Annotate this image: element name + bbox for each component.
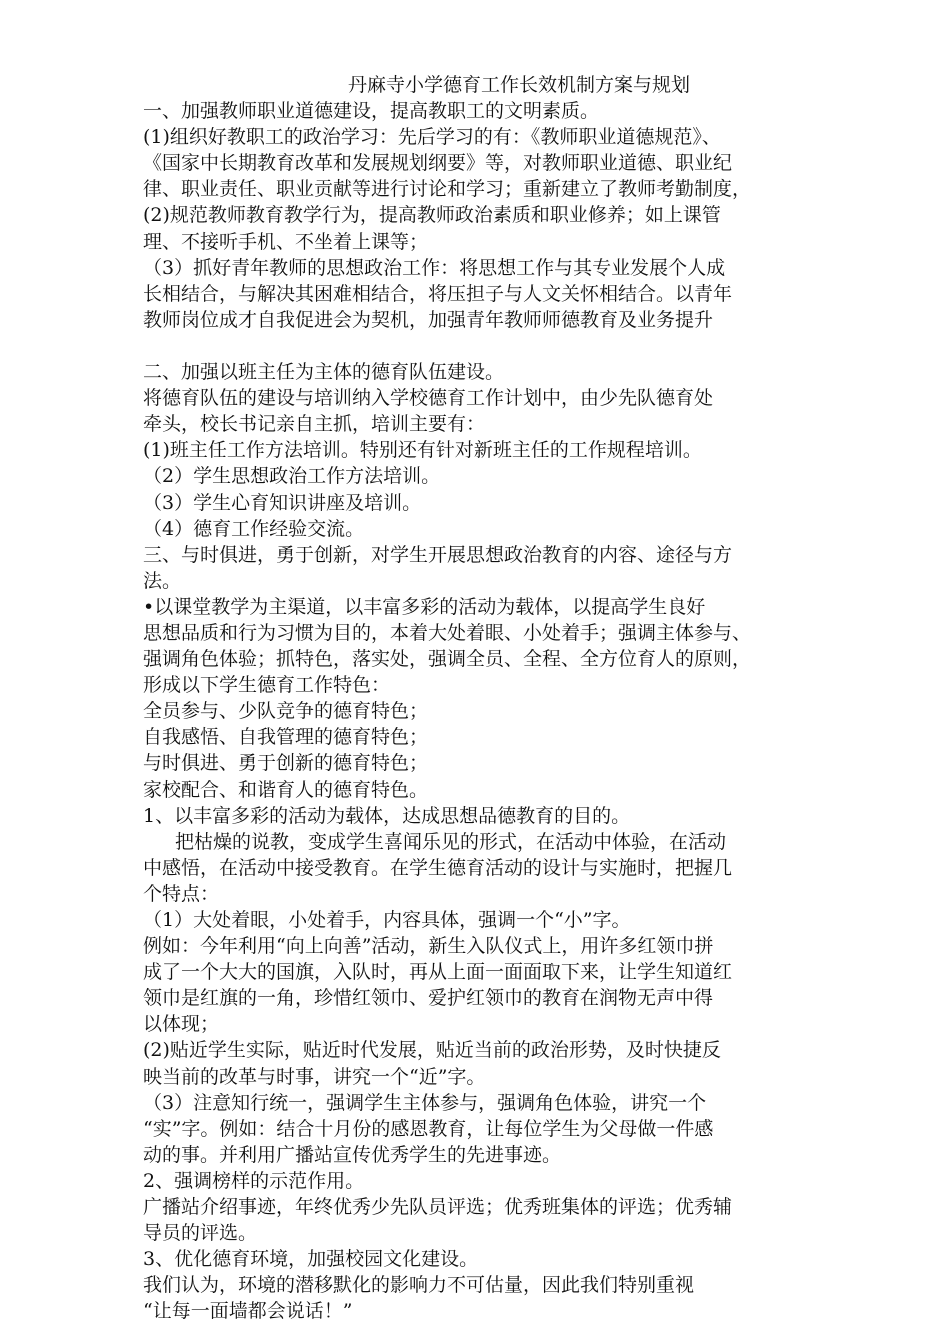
text-line: 动的事。并利用广播站宣传优秀学生的先进事迹。	[143, 1143, 562, 1166]
text-line: 长相结合，与解决其困难相结合，将压担子与人文关怀相结合。以青年	[143, 282, 733, 305]
text-line: 个特点：	[143, 882, 220, 905]
document-body	[143, 72, 825, 1325]
text-line: 1、以丰富多彩的活动为载体，达成思想品德教育的目的。	[143, 804, 631, 827]
text-line: 把枯燥的说教，变成学生喜闻乐见的形式，在活动中体验，在活动	[175, 830, 727, 853]
paragraph-lines	[143, 98, 825, 1324]
text-line: 3、优化德育环境，加强校园文化建设。	[143, 1248, 479, 1271]
document-title: 丹麻寺小学德育工作长效机制方案与规划	[347, 74, 690, 96]
text-line: •以课堂教学为主渠道，以丰富多彩的活动为载体，以提高学生良好	[143, 595, 706, 618]
text-line: （1）大处着眼，小处着手，内容具体，强调一个“小”字。	[143, 909, 631, 931]
text-line: “让每一面墙都会说话！”	[143, 1300, 353, 1323]
text-line: 教师岗位成才自我促进会为契机，加强青年教师师德教育及业务提升	[143, 308, 714, 331]
text-line: 2、强调榜样的示范作用。	[143, 1169, 365, 1192]
text-line: (2)规范教师教育教学行为，提高教师政治素质和职业修养；如上课管	[143, 204, 721, 227]
text-line: 形成以下学生德育工作特色：	[143, 674, 391, 697]
text-line: 与时俱进、勇于创新的德育特色；	[143, 752, 429, 775]
text-line: 中感悟，在活动中接受教育。在学生德育活动的设计与实施时，把握几	[143, 856, 733, 879]
text-line: 律、职业责任、职业贡献等进行讨论和学习；重新建立了教师考勤制度，	[143, 178, 752, 201]
text-line: 牵头，校长书记亲自主抓，培训主要有：	[143, 413, 486, 436]
text-line: 法。	[143, 569, 182, 592]
text-line: (1)组织好教职工的政治学习：先后学习的有：《教师职业道德规范》、	[143, 126, 721, 149]
text-line: 全员参与、少队竞争的德育特色；	[143, 700, 429, 723]
text-line: 三、与时俱进，勇于创新，对学生开展思想政治教育的内容、途径与方	[143, 543, 733, 566]
text-line: （3）学生心育知识讲座及培训。	[143, 491, 422, 514]
text-line: （4）德育工作经验交流。	[143, 517, 365, 540]
text-line: 思想品质和行为习惯为目的，本着大处着眼、小处着手；强调主体参与、	[143, 621, 752, 644]
text-line: 一、加强教师职业道德建设，提高教职工的文明素质。	[143, 100, 600, 123]
text-line: 成了一个大大的国旗，入队时，再从上面一面面取下来，让学生知道红	[143, 961, 733, 984]
text-line: 将德育队伍的建设与培训纳入学校德育工作计划中，由少先队德育处	[143, 387, 714, 410]
text-line: 自我感悟、自我管理的德育特色；	[143, 726, 429, 749]
text-line: （2）学生思想政治工作方法培训。	[143, 465, 441, 488]
text-line: 我们认为，环境的潜移默化的影响力不可估量，因此我们特别重视	[143, 1274, 695, 1297]
text-line: “实”字。例如：结合十月份的感恩教育，让每位学生为父母做一件感	[143, 1117, 714, 1140]
text-line: 二、加强以班主任为主体的德育队伍建设。	[143, 361, 505, 384]
text-line	[143, 333, 825, 359]
text-line: 导员的评选。	[143, 1222, 258, 1245]
text-line: 映当前的改革与时事，讲究一个“近”字。	[143, 1065, 486, 1088]
text-line: （3）抓好青年教师的思想政治工作：将思想工作与其专业发展个人成	[143, 256, 726, 279]
text-line: 例如：今年利用“向上向善”活动，新生入队仪式上，用许多红领巾拼	[143, 935, 714, 958]
text-line: 领巾是红旗的一角，珍惜红领巾、爱护红领巾的教育在润物无声中得	[143, 987, 714, 1010]
text-line: 广播站介绍事迹，年终优秀少先队员评选；优秀班集体的评选；优秀辅	[143, 1196, 733, 1219]
text-line: （3）注意知行统一，强调学生主体参与，强调角色体验，讲究一个	[143, 1091, 707, 1114]
text-line: (1)班主任工作方法培训。特别还有针对新班主任的工作规程培训。	[143, 439, 702, 462]
text-line: 理、不接听手机、不坐着上课等；	[143, 230, 429, 253]
text-line: (2)贴近学生实际，贴近时代发展，贴近当前的政治形势，及时快捷反	[143, 1039, 721, 1062]
text-line: 家校配合、和谐育人的德育特色。	[143, 778, 429, 801]
text-line: 强调角色体验；抓特色，落实处，强调全员、全程、全方位育人的原则，	[143, 648, 752, 671]
text-line: 以体现；	[143, 1013, 220, 1036]
text-line: 《国家中长期教育改革和发展规划纲要》等，对教师职业道德、职业纪	[143, 152, 733, 175]
